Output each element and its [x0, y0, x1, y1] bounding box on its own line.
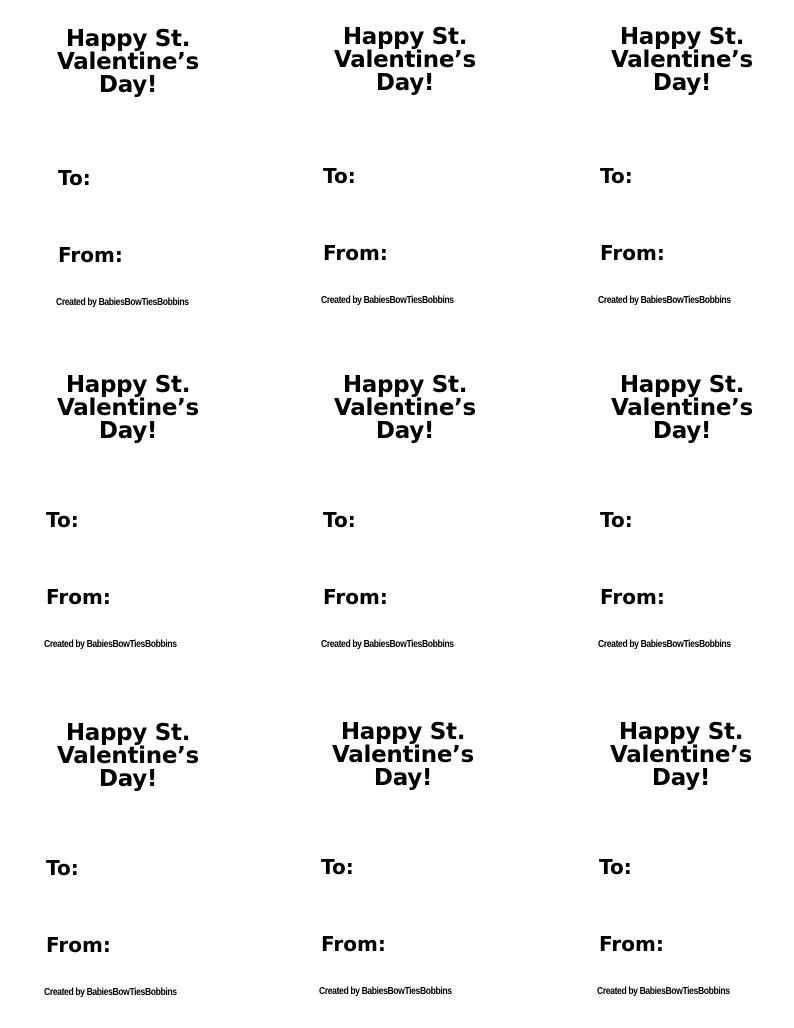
to-label: To: — [600, 508, 633, 532]
card-title — [13, 374, 243, 443]
from-label: From: — [323, 241, 388, 265]
card-title-line: Valentine’s — [57, 395, 199, 421]
to-label: To: — [321, 855, 354, 879]
creator-credit: Created by BabiesBowTiesBobbins — [56, 297, 189, 308]
card-title-line: Day! — [375, 70, 435, 96]
card-title — [13, 722, 243, 791]
card-title-line: Happy St. — [342, 24, 468, 50]
card-title — [288, 721, 518, 790]
card-title-line: Happy St. — [619, 24, 745, 50]
card-title — [567, 374, 794, 443]
creator-credit: Created by BabiesBowTiesBobbins — [597, 986, 730, 997]
creator-credit: Created by BabiesBowTiesBobbins — [44, 639, 177, 650]
creator-credit: Created by BabiesBowTiesBobbins — [321, 639, 454, 650]
from-label: From: — [599, 932, 664, 956]
to-label: To: — [599, 855, 632, 879]
card-title-line: Day! — [98, 418, 158, 444]
card-title-line: Valentine’s — [332, 742, 474, 768]
valentine-card — [290, 350, 550, 680]
from-label: From: — [46, 933, 111, 957]
card-title-line: Valentine’s — [57, 743, 199, 769]
to-label: To: — [58, 166, 91, 190]
creator-credit: Created by BabiesBowTiesBobbins — [319, 986, 452, 997]
creator-credit: Created by BabiesBowTiesBobbins — [598, 639, 731, 650]
card-title — [290, 26, 520, 95]
to-label: To: — [46, 856, 79, 880]
to-label: To: — [323, 164, 356, 188]
card-title-line: Valentine’s — [611, 47, 753, 73]
from-label: From: — [46, 585, 111, 609]
valentine-card — [290, 2, 550, 332]
valentine-card — [13, 350, 273, 680]
card-title-line: Valentine’s — [334, 47, 476, 73]
card-title-line: Happy St. — [65, 372, 191, 398]
creator-credit: Created by BabiesBowTiesBobbins — [44, 987, 177, 998]
valentine-card — [13, 698, 273, 1028]
to-label: To: — [46, 508, 79, 532]
card-title-line: Happy St. — [65, 720, 191, 746]
card-title-line: Day! — [375, 418, 435, 444]
card-title-line: Happy St. — [65, 26, 191, 52]
card-title-line: Day! — [652, 418, 712, 444]
card-title-line: Valentine’s — [610, 742, 752, 768]
card-title — [13, 28, 243, 97]
card-title-line: Day! — [98, 766, 158, 792]
card-title-line: Day! — [651, 765, 711, 791]
valentine-card — [13, 4, 273, 334]
card-title-line: Happy St. — [342, 372, 468, 398]
valentine-card — [566, 697, 794, 1027]
from-label: From: — [600, 585, 665, 609]
valentine-card — [567, 350, 794, 680]
from-label: From: — [321, 932, 386, 956]
card-title — [566, 721, 794, 790]
card-title-line: Day! — [373, 765, 433, 791]
card-title-line: Happy St. — [340, 719, 466, 745]
from-label: From: — [600, 241, 665, 265]
creator-credit: Created by BabiesBowTiesBobbins — [598, 295, 731, 306]
card-title-line: Valentine’s — [611, 395, 753, 421]
card-title-line: Valentine’s — [57, 49, 199, 75]
card-title-line: Valentine’s — [334, 395, 476, 421]
card-title-line: Happy St. — [618, 719, 744, 745]
to-label: To: — [600, 164, 633, 188]
card-title-line: Happy St. — [619, 372, 745, 398]
valentine-card — [288, 697, 548, 1027]
from-label: From: — [58, 243, 123, 267]
to-label: To: — [323, 508, 356, 532]
card-title-line: Day! — [98, 72, 158, 98]
valentine-card — [567, 2, 794, 332]
card-title-line: Day! — [652, 70, 712, 96]
creator-credit: Created by BabiesBowTiesBobbins — [321, 295, 454, 306]
card-title — [567, 26, 794, 95]
card-title — [290, 374, 520, 443]
from-label: From: — [323, 585, 388, 609]
